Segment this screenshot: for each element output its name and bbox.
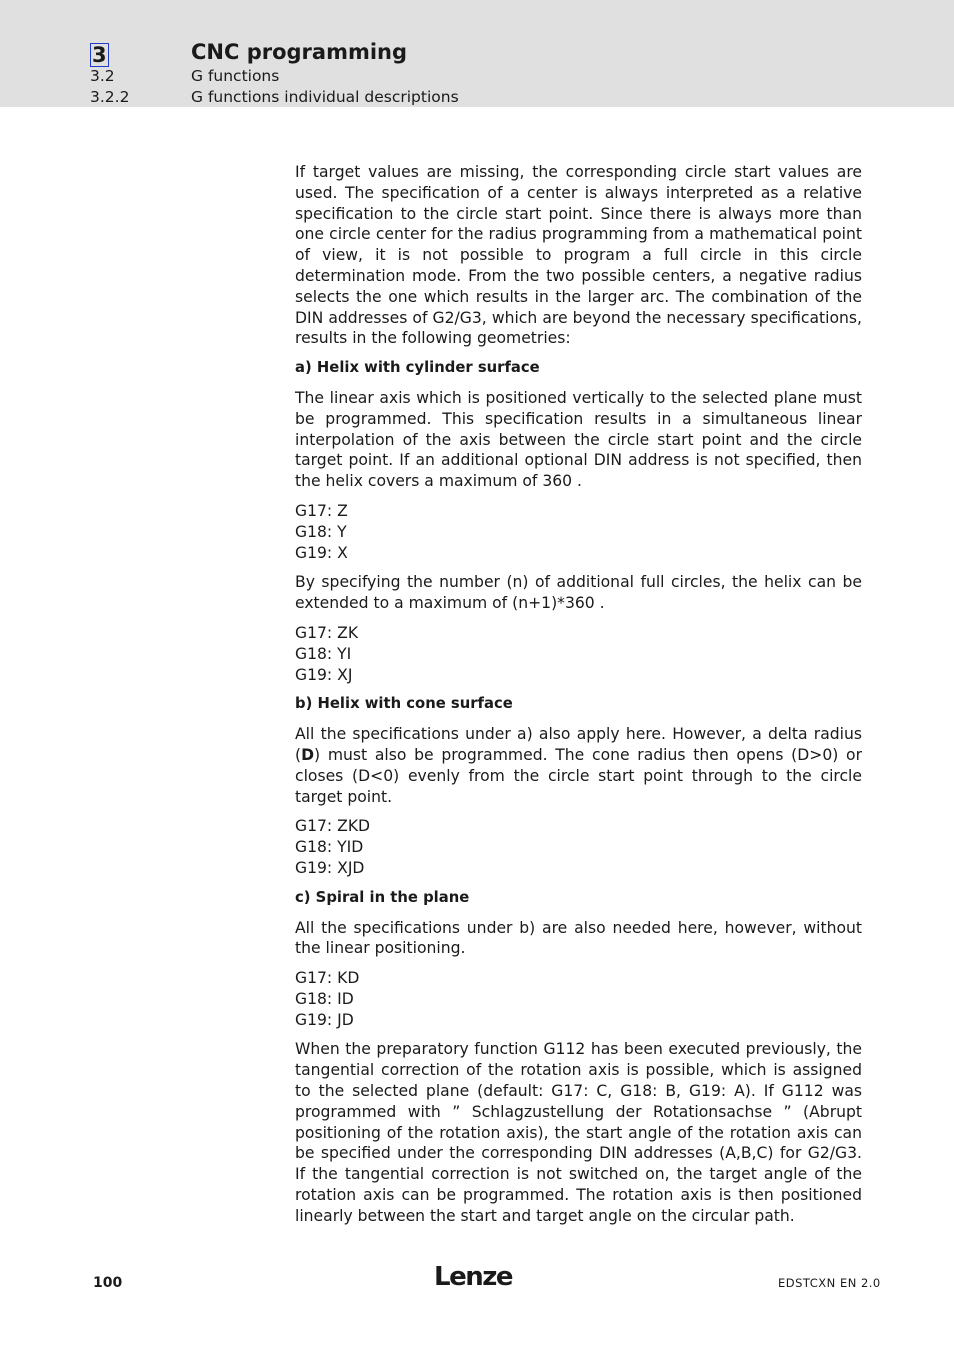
code-line: G19: JD	[295, 1010, 354, 1029]
subsection-number: 3.2.2	[90, 88, 130, 106]
subsection-title: G functions individual descriptions	[191, 88, 459, 106]
paragraph-c: All the specifications under b) are also needed here, however, without the linear positioning.	[295, 918, 862, 958]
code-line: G19: XJ	[295, 665, 353, 684]
paragraph-b-part2: ) must also be programmed. The cone radius then opens (D>0) or closes (D<0) evenly from the circle start point through to the circle target point.	[295, 745, 862, 806]
lenze-logo: Lenze	[434, 1262, 512, 1292]
intro-paragraph: If target values are missing, the corresponding circle start values are used. The specification of a center is always interpreted as a relative specification to the circle start point. Since there is always more than one circle center for the radius programming from a mathematical point of view, it is not possible to program a full circle in this circle determination mode. From the two possible centers, a negative radius selects the one which results in the larger arc. The combination of the DIN addresses of G2/G3, which are beyond the necessary specifications, results in the following geometries:	[295, 163, 862, 348]
heading-a: a) Helix with cylinder surface	[295, 359, 540, 377]
header-band	[0, 0, 954, 107]
code-line: G18: ID	[295, 989, 354, 1008]
code-line: G17: ZKD	[295, 817, 371, 836]
code-line: G17: ZK	[295, 623, 359, 642]
page-number: 100	[93, 1275, 123, 1291]
code-line: G17: KD	[295, 969, 360, 988]
code-list-b	[295, 816, 862, 878]
paragraph-b-part1: All the specifications under a) also apply here. However, a delta radius (	[295, 725, 862, 764]
code-line: G18: YI	[295, 644, 352, 663]
code-line: G18: Y	[295, 522, 347, 541]
chapter-title: CNC programming	[191, 40, 408, 64]
paragraph-a2: By specifying the number (n) of additional full circles, the helix can be extended to a maximum of (n+1)*360 .	[295, 573, 862, 613]
code-line: G19: X	[295, 543, 348, 562]
delta-radius-symbol: D	[301, 745, 315, 764]
paragraph-a: The linear axis which is positioned vertically to the selected plane must be programmed. This specification results in a simultaneous linear interpolation of the axis between the circle start point and the circle target point. If an additional optional DIN address is not specified, then the helix covers a maximum of 360 .	[295, 388, 862, 491]
code-line: G17: Z	[295, 501, 348, 520]
paragraph-b	[295, 724, 862, 807]
chapter-number[interactable]: 3	[92, 43, 107, 67]
final-paragraph: When the preparatory function G112 has been executed previously, the tangential correction of the rotation axis is possible, which is assigned to the selected plane (default: G17: C, G18: B, G19: A). If G112 was programmed with ” Schlagzustellung der Rotationsachse ” (Abrupt positioning of the rotation axis), the start angle of the rotation axis can be specified under the corresponding DIN addresses (A,B,C) for G2/G3. If the tangential correction is not switched on, the target angle of the rotation axis can be programmed. The rotation axis is then positioned linearly between the start and target angle on the circular path.	[295, 1040, 862, 1225]
main-content	[295, 162, 862, 1236]
heading-b: b) Helix with cone surface	[295, 695, 513, 713]
section-title: G functions	[191, 67, 280, 85]
document-code: EDSTCXN EN 2.0	[778, 1276, 881, 1290]
code-list-a	[295, 501, 862, 563]
section-number: 3.2	[90, 67, 115, 85]
code-line: G18: YID	[295, 838, 364, 857]
heading-c: c) Spiral in the plane	[295, 888, 470, 906]
code-list-a2	[295, 623, 862, 685]
code-list-c	[295, 968, 862, 1030]
page-footer	[0, 1262, 954, 1302]
code-line: G19: XJD	[295, 858, 365, 877]
